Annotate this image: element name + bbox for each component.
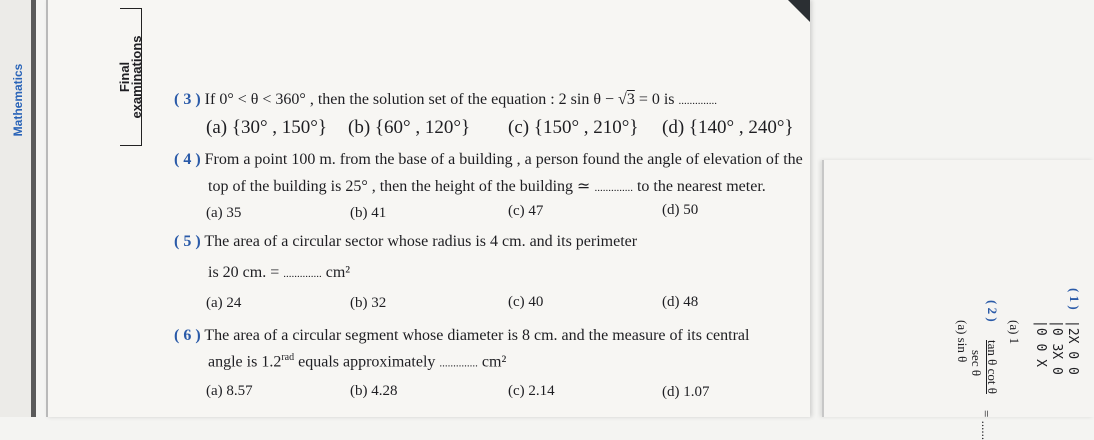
matrix-row-3: |0 0 X xyxy=(1033,320,1048,367)
option-b: (b) {60° , 120°} xyxy=(348,117,471,138)
option-d: (d) 1.07 xyxy=(662,384,710,400)
question-number: ( 3 ) xyxy=(174,91,201,108)
fraction-denominator: sec θ xyxy=(969,350,984,377)
option-d: (d) 48 xyxy=(662,294,699,310)
question-text-end: = 0 is xyxy=(638,91,675,108)
question-5-line2 xyxy=(208,264,350,282)
matrix-row-1: |2X 0 0 xyxy=(1065,320,1080,375)
question-text-end: to the nearest meter. xyxy=(636,178,766,195)
question-3 xyxy=(174,91,717,109)
section-tab xyxy=(116,8,144,146)
option-b: (b) 4.28 xyxy=(350,383,398,399)
option-c: (c) 2.14 xyxy=(508,383,555,399)
right-option-a: (a) 1 xyxy=(1007,320,1022,345)
option-c: (c) {150° , 210°} xyxy=(508,117,639,138)
right-question-2-number: ( 2 ) xyxy=(985,300,1000,322)
page-corner xyxy=(788,0,810,22)
main-page xyxy=(46,0,810,417)
question-text: The area of a circular segment whose diameter is 8 cm. and the measure of its central xyxy=(204,327,750,344)
section-tab-line2: examinations xyxy=(128,35,144,119)
question-6 xyxy=(174,327,749,345)
question-text: is 20 cm. = xyxy=(208,264,280,281)
question-text: From a point 100 m. from the base of a building , a person found the angle of elevation of the xyxy=(204,151,803,168)
option-b: (b) 32 xyxy=(350,295,387,311)
option-a: (a) {30° , 150°} xyxy=(206,117,328,138)
left-page-margin xyxy=(0,0,36,417)
answer-blank: .............. xyxy=(678,95,718,107)
subject-label: Mathematics xyxy=(11,63,25,137)
adjacent-page xyxy=(822,160,1094,440)
answer-blank: .............. xyxy=(283,268,322,280)
sqrt-value: 3 xyxy=(626,91,635,108)
right-option-sin: (a) sin θ xyxy=(955,320,970,363)
option-d: (d) {140° , 240°} xyxy=(662,117,794,138)
option-a: (a) 35 xyxy=(206,205,242,221)
superscript-rad: rad xyxy=(281,352,295,363)
sqrt-sign: √ xyxy=(618,91,627,108)
question-text: angle is 1.2 xyxy=(208,353,282,371)
question-5 xyxy=(174,233,637,251)
question-number: ( 6 ) xyxy=(174,327,201,344)
option-a: (a) 24 xyxy=(206,295,242,311)
answer-blank: .............. xyxy=(439,357,478,370)
question-number: ( 5 ) xyxy=(174,233,201,250)
answer-blank: .............. xyxy=(594,182,633,194)
option-d: (d) 50 xyxy=(662,202,699,218)
question-text-mid: equals approximately xyxy=(298,353,436,371)
question-6-line2 xyxy=(208,352,506,371)
right-question-1-number: ( 1 ) xyxy=(1067,288,1082,310)
question-text: If 0° < θ < 360° , then the solution set of the equation : 2 sin θ − xyxy=(204,91,615,108)
section-tab-line1: Final xyxy=(116,61,132,93)
question-4-line2 xyxy=(208,176,766,196)
option-b: (b) 41 xyxy=(350,205,387,221)
question-number: ( 4 ) xyxy=(174,151,201,168)
option-a: (a) 8.57 xyxy=(206,383,253,399)
section-tab-text xyxy=(116,12,144,142)
question-unit: cm² xyxy=(481,353,507,371)
question-4 xyxy=(174,151,803,169)
question-unit: cm² xyxy=(325,264,351,281)
fraction-equals: = ...... xyxy=(979,410,994,440)
question-text: The area of a circular sector whose radius is 4 cm. and its perimeter xyxy=(204,233,638,250)
option-c: (c) 47 xyxy=(508,203,544,219)
page-binding-edge xyxy=(31,0,36,417)
fraction-numerator: tan θ cot θ xyxy=(985,340,1000,394)
matrix-row-2: |0 3X 0 xyxy=(1049,320,1064,375)
question-text: top of the building is 25° , then the height of the building ≃ xyxy=(208,178,591,195)
option-c: (c) 40 xyxy=(508,294,544,310)
